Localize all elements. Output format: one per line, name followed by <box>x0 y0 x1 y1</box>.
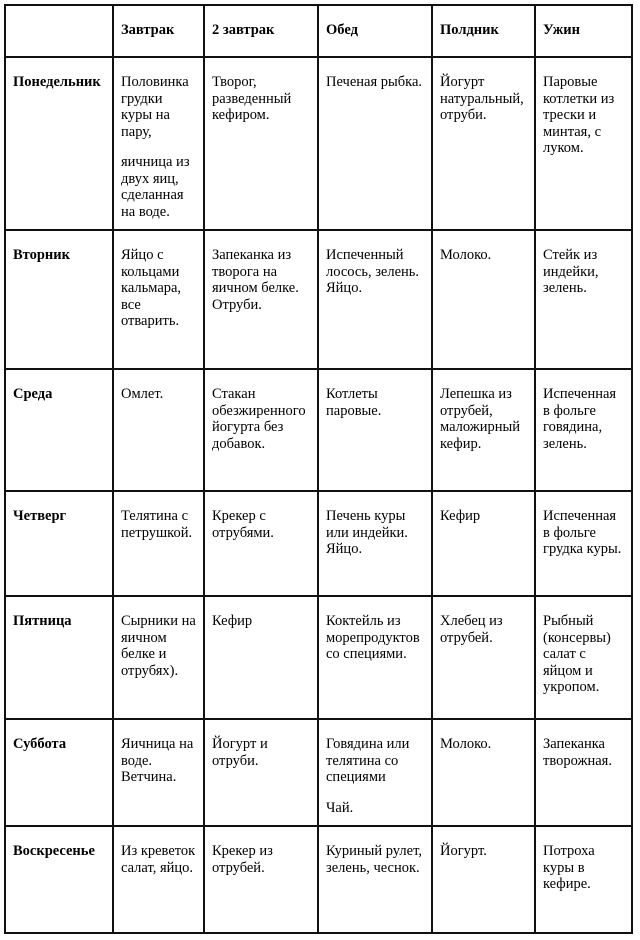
meal-cell-breakfast <box>113 491 204 596</box>
meal-cell-second-breakfast <box>204 491 318 596</box>
meal-text: Испеченная в фольге грудка куры. <box>543 508 622 557</box>
meal-cell-lunch <box>318 596 432 719</box>
meal-cell-dinner <box>535 719 632 826</box>
meal-cell-lunch <box>318 826 432 933</box>
meal-cell-snack <box>432 491 535 596</box>
meal-text: Лепешка из отрубей, маложирный кефир. <box>440 386 521 452</box>
meal-text: Кефир <box>440 508 481 524</box>
meal-cell-dinner <box>535 369 632 491</box>
meal-cell-lunch <box>318 230 432 369</box>
meal-text: Печеная рыбка. <box>326 74 423 90</box>
meal-cell-dinner <box>535 230 632 369</box>
column-header-breakfast: Завтрак <box>113 5 204 57</box>
meal-text: Испеченная в фольге говядина, зелень. <box>543 386 617 452</box>
meal-text: Йогурт и отруби. <box>212 736 268 769</box>
day-label: Вторник <box>5 230 113 369</box>
meal-text: Яйцо с кольцами кальмара, все отварить. <box>121 247 182 329</box>
meal-text: Телятина с петрушкой. <box>121 508 193 541</box>
meal-text: Паровые котлетки из трески и минтая, с луком. <box>543 74 615 156</box>
meal-text: Сырники на яичном белке и отрубях). <box>121 613 196 679</box>
meal-text: Йогурт. <box>440 843 487 859</box>
meal-text: Йогурт натуральный, отруби. <box>440 74 524 123</box>
meal-cell-breakfast <box>113 826 204 933</box>
meal-text: Омлет. <box>121 386 164 402</box>
table-row <box>5 57 632 230</box>
day-label: Среда <box>5 369 113 491</box>
day-label: Четверг <box>5 491 113 596</box>
meal-cell-dinner <box>535 491 632 596</box>
meal-text: Потроха куры в кефире. <box>543 843 595 892</box>
meal-text: Запеканка из творога на яичном белке. Отруби. <box>212 247 299 313</box>
meal-cell-second-breakfast <box>204 230 318 369</box>
meal-cell-lunch <box>318 57 432 230</box>
day-label: Пятница <box>5 596 113 719</box>
meal-text: Рыбный (консервы) салат с яйцом и укропом. <box>543 613 611 695</box>
meal-text: Крекер с отрубями. <box>212 508 274 541</box>
meal-cell-breakfast <box>113 719 204 826</box>
meal-cell-lunch <box>318 491 432 596</box>
meal-cell-dinner <box>535 596 632 719</box>
column-header-dinner: Ужин <box>535 5 632 57</box>
meal-cell-snack <box>432 596 535 719</box>
meal-text: Молоко. <box>440 736 492 752</box>
meal-cell-breakfast <box>113 369 204 491</box>
meal-cell-lunch <box>318 719 432 826</box>
table-row <box>5 826 632 933</box>
column-header-lunch: Обед <box>318 5 432 57</box>
meal-cell-second-breakfast <box>204 369 318 491</box>
meal-text: Говядина или телятина со специями <box>326 736 410 785</box>
meal-cell-snack <box>432 369 535 491</box>
table-row <box>5 719 632 826</box>
meal-cell-second-breakfast <box>204 596 318 719</box>
table-row <box>5 230 632 369</box>
meal-text: Стакан обезжиренного йогурта без добавок. <box>212 386 306 452</box>
meal-text: Из креветок салат, яйцо. <box>121 843 196 876</box>
meal-text: Молоко. <box>440 247 492 263</box>
column-header-snack: Полдник <box>432 5 535 57</box>
meal-cell-dinner <box>535 57 632 230</box>
meal-text: Крекер из отрубей. <box>212 843 273 876</box>
meal-cell-snack <box>432 826 535 933</box>
meal-cell-second-breakfast <box>204 57 318 230</box>
column-header-second-breakfast: 2 завтрак <box>204 5 318 57</box>
meal-cell-second-breakfast <box>204 719 318 826</box>
meal-text: Кефир <box>212 613 253 629</box>
table-row <box>5 491 632 596</box>
meal-text: Печень куры или индейки. Яйцо. <box>326 508 408 557</box>
meal-cell-lunch <box>318 369 432 491</box>
day-label: Суббота <box>5 719 113 826</box>
meal-cell-breakfast <box>113 596 204 719</box>
meal-text: Яичница на воде. Ветчина. <box>121 736 194 785</box>
meal-cell-breakfast <box>113 230 204 369</box>
table-row <box>5 596 632 719</box>
weekly-menu-table <box>4 4 633 934</box>
meal-cell-second-breakfast <box>204 826 318 933</box>
day-label: Понедельник <box>5 57 113 230</box>
meal-text: Половинка грудки куры на пару, <box>121 74 189 140</box>
meal-cell-snack <box>432 719 535 826</box>
table-row <box>5 369 632 491</box>
meal-cell-snack <box>432 230 535 369</box>
meal-cell-snack <box>432 57 535 230</box>
meal-text: Коктейль из морепродуктов со специями. <box>326 613 420 662</box>
meal-cell-breakfast <box>113 57 204 230</box>
table-body <box>5 57 632 933</box>
meal-text: Творог, разведенный кефиром. <box>212 74 292 123</box>
meal-text: Котлеты паровые. <box>326 386 382 419</box>
corner-cell <box>5 5 113 57</box>
meal-text: яичница из двух яиц, сделанная на воде. <box>121 154 190 220</box>
meal-text: Испеченный лосось, зелень. Яйцо. <box>326 247 420 296</box>
meal-text: Стейк из индейки, зелень. <box>543 247 599 296</box>
day-label: Воскресенье <box>5 826 113 933</box>
meal-text: Хлебец из отрубей. <box>440 613 503 646</box>
header-row <box>5 5 632 57</box>
meal-text: Чай. <box>326 799 354 816</box>
meal-text: Куриный рулет, зелень, чеснок. <box>326 843 422 876</box>
meal-cell-dinner <box>535 826 632 933</box>
meal-text: Запеканка творожная. <box>543 736 612 769</box>
